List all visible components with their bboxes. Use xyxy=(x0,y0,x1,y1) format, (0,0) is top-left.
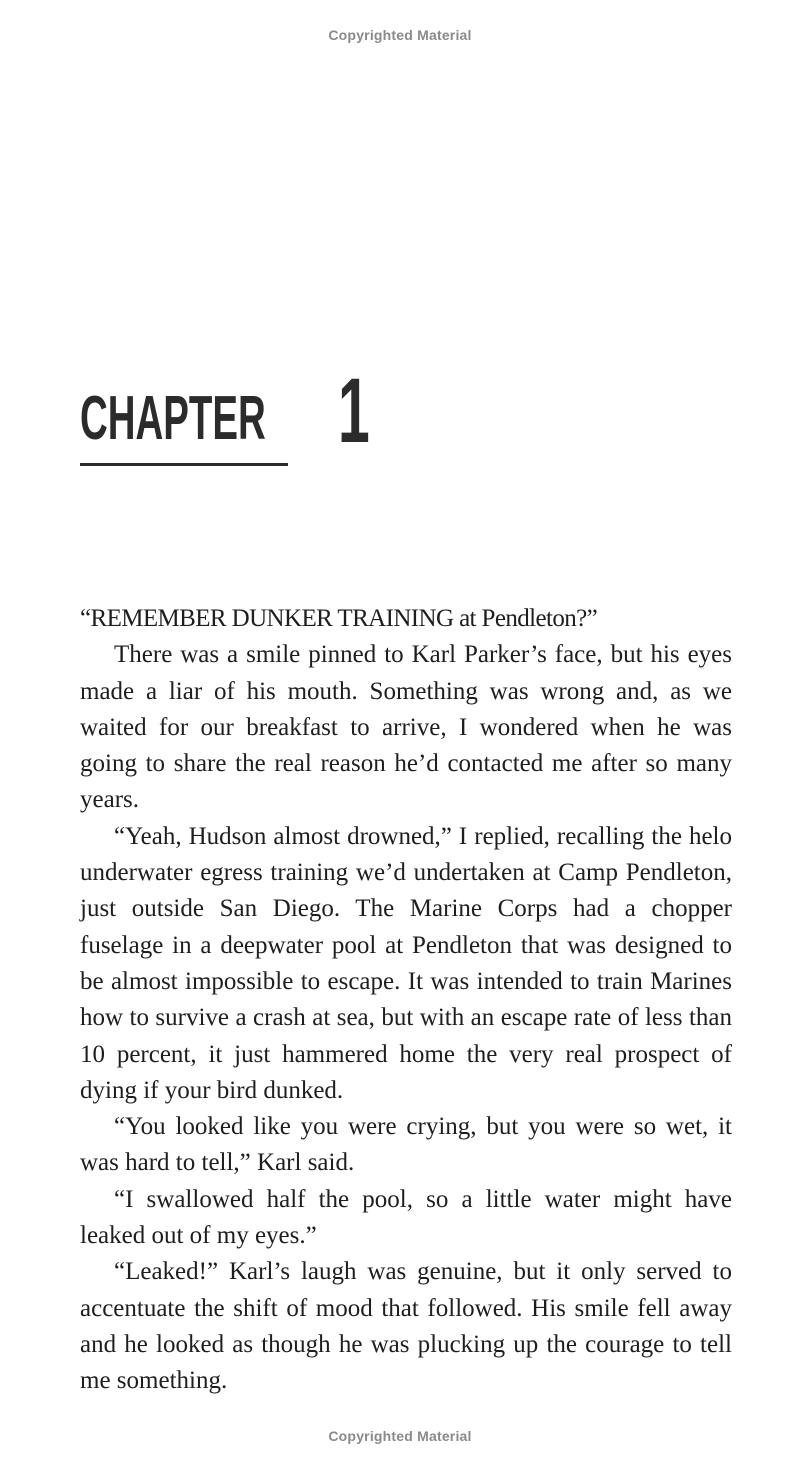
chapter-heading xyxy=(80,360,370,468)
paragraph-4: “You looked like you were crying, but you were so wet, it was hard to tell,” Karl said. xyxy=(80,1113,732,1177)
copyright-watermark-bottom: Copyrighted Material xyxy=(328,1428,472,1444)
paragraph-2: There was a smile pinned to Karl Parker’s face, but his eyes made a liar of his mouth. Something was wrong and, as we waited for our breakfast to arrive, I wondered when he was going to share the real reason he’d contacted me after so many years. xyxy=(80,641,732,814)
paragraph-1: “REMEMBER DUNKER TRAINING at Pendleton?” xyxy=(80,605,598,632)
chapter-body xyxy=(80,601,732,1400)
chapter-underline xyxy=(80,463,288,466)
chapter-word: CHAPTER xyxy=(80,384,266,453)
paragraph-3: “Yeah, Hudson almost drowned,” I replied, recalling the helo underwater egress training we’d undertaken at Camp Pendleton, just outside San Diego. The Marine Corps had a chopper fuselage in a deepwater pool at Pendleton that was designed to be almost impossible to escape. It was intended to train Marines how to survive a crash at sea, but with an escape rate of less than 10 percent, it just hammered home the very real prospect of dying if your bird dunked. xyxy=(80,822,732,1104)
paragraph-5: “I swallowed half the pool, so a little water might have leaked out of my eyes.” xyxy=(80,1185,732,1250)
copyright-watermark-top: Copyrighted Material xyxy=(328,27,472,43)
chapter-number: 1 xyxy=(338,360,370,462)
paragraph-6: “Leaked!” Karl’s laugh was genuine, but it only served to accentuate the shift of mood that followed. His smile fell away and he looked as though he was plucking up the courage to tell me something. xyxy=(80,1258,732,1395)
